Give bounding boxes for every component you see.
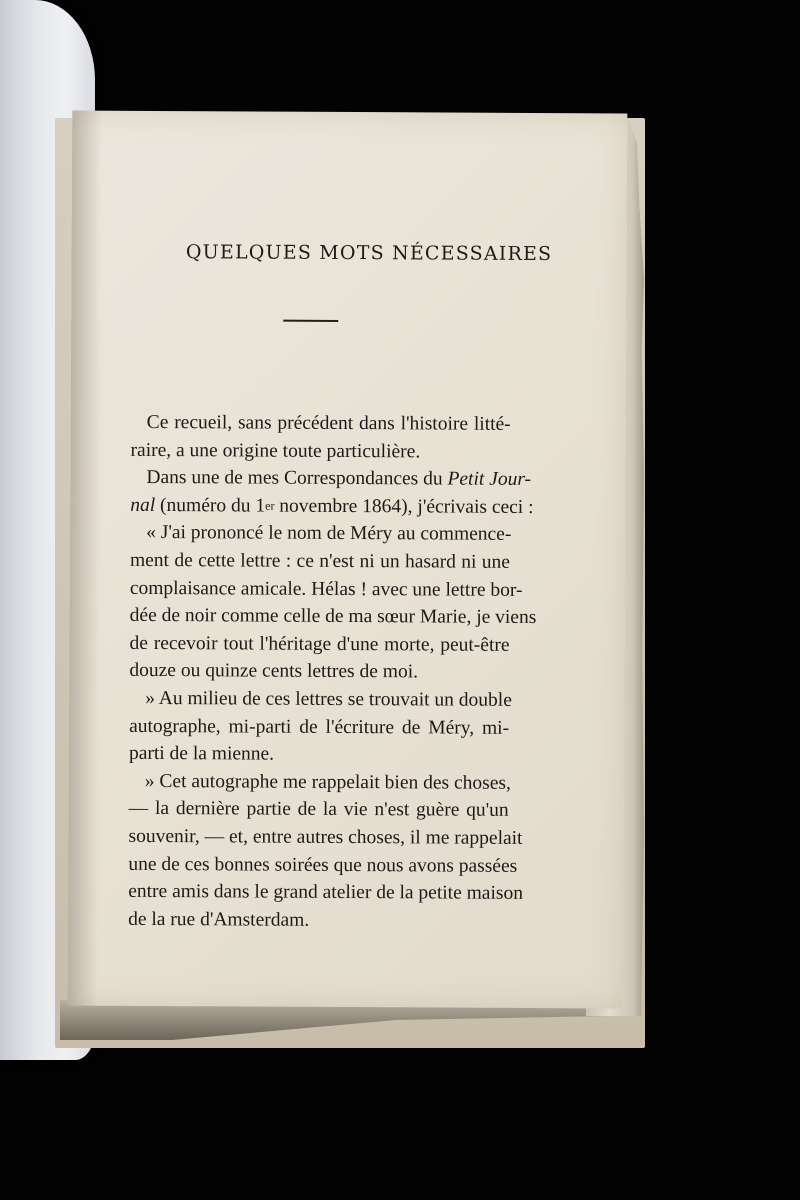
text-line: dée de noir comme celle de ma sœur Marie, je viens <box>129 605 537 629</box>
page-heading: QUELQUES MOTS NÉCESSAIRES <box>185 241 553 266</box>
text-line: parti de la mienne. <box>128 742 275 765</box>
text-line: « J'ai prononcé le nom de Méry au commence- <box>146 522 512 546</box>
text-line: entre amis dans le grand atelier de la petite maison <box>128 880 524 905</box>
text-line: — la dernière partie de la vie n'est guère qu'un <box>128 798 509 822</box>
journal-title: nal <box>130 494 156 516</box>
text-line: de la rue d'Amsterdam. <box>128 908 310 931</box>
text-line: de recevoir tout l'héritage d'une morte, peut-être <box>129 632 510 656</box>
text-line: Ce recueil, sans précédent dans l'histoire litté- <box>146 411 511 435</box>
text-line: » Cet autographe me rappelait bien des choses, <box>144 770 511 794</box>
text-line: nal (numéro du 1er novembre 1864), j'écrivais ceci : <box>130 494 534 518</box>
text-line: douze ou quinze cents lettres de moi. <box>129 660 419 683</box>
text-line: » Au milieu de ces lettres se trouvait un double <box>145 687 512 711</box>
journal-title: Petit Jour- <box>447 468 532 491</box>
text-line: raire, a une origine toute particulière. <box>130 439 421 462</box>
text-line: souvenir, — et, entre autres choses, il me rappelait <box>128 825 523 849</box>
heading-rule <box>283 320 338 322</box>
ordinal-superscript: er <box>265 498 275 513</box>
text-line: autographe, mi-parti de l'écriture de Méry, mi- <box>129 715 510 739</box>
text-line: complaisance amicale. Hélas ! avec une lettre bor- <box>129 577 523 601</box>
text-line: une de ces bonnes soirées que nous avons passées <box>128 853 518 877</box>
printed-page <box>68 111 628 1009</box>
body-text <box>128 409 537 935</box>
text-line: ment de cette lettre : ce n'est ni un hasard ni une <box>129 549 511 573</box>
text-line: Dans une de mes Correspondances du Petit Jour- <box>146 467 532 491</box>
